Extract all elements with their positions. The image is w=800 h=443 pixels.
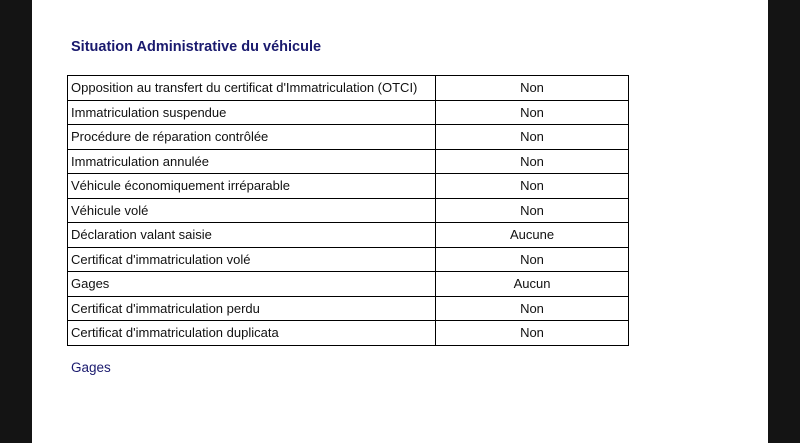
table-row: [68, 198, 629, 223]
row-value: Non: [436, 198, 629, 223]
row-label: Immatriculation annulée: [68, 149, 436, 174]
table-row: [68, 272, 629, 297]
table-row: [68, 125, 629, 150]
row-value: Non: [436, 100, 629, 125]
row-label: Immatriculation suspendue: [68, 100, 436, 125]
row-value: Non: [436, 296, 629, 321]
table-row: [68, 247, 629, 272]
row-value: Non: [436, 247, 629, 272]
row-label: Opposition au transfert du certificat d'Immatriculation (OTCI): [68, 76, 436, 101]
table-row: [68, 223, 629, 248]
row-label: Certificat d'immatriculation volé: [68, 247, 436, 272]
row-value: Non: [436, 149, 629, 174]
row-label: Véhicule économiquement irréparable: [68, 174, 436, 199]
table-row: [68, 76, 629, 101]
row-label: Déclaration valant saisie: [68, 223, 436, 248]
row-label: Certificat d'immatriculation duplicata: [68, 321, 436, 346]
table-row: [68, 100, 629, 125]
row-label: Gages: [68, 272, 436, 297]
row-value: Non: [436, 76, 629, 101]
row-label: Véhicule volé: [68, 198, 436, 223]
document-page: [32, 0, 768, 443]
table-row: [68, 174, 629, 199]
row-value: Aucun: [436, 272, 629, 297]
row-value: Aucune: [436, 223, 629, 248]
gages-section-link[interactable]: Gages: [71, 360, 111, 375]
table-row: [68, 321, 629, 346]
window-frame-edge: [768, 0, 800, 443]
row-value: Non: [436, 321, 629, 346]
row-label: Certificat d'immatriculation perdu: [68, 296, 436, 321]
table-row: [68, 149, 629, 174]
row-value: Non: [436, 125, 629, 150]
row-value: Non: [436, 174, 629, 199]
table-row: [68, 296, 629, 321]
vehicle-status-table: [67, 75, 629, 346]
row-label: Procédure de réparation contrôlée: [68, 125, 436, 150]
section-title: Situation Administrative du véhicule: [71, 39, 322, 55]
